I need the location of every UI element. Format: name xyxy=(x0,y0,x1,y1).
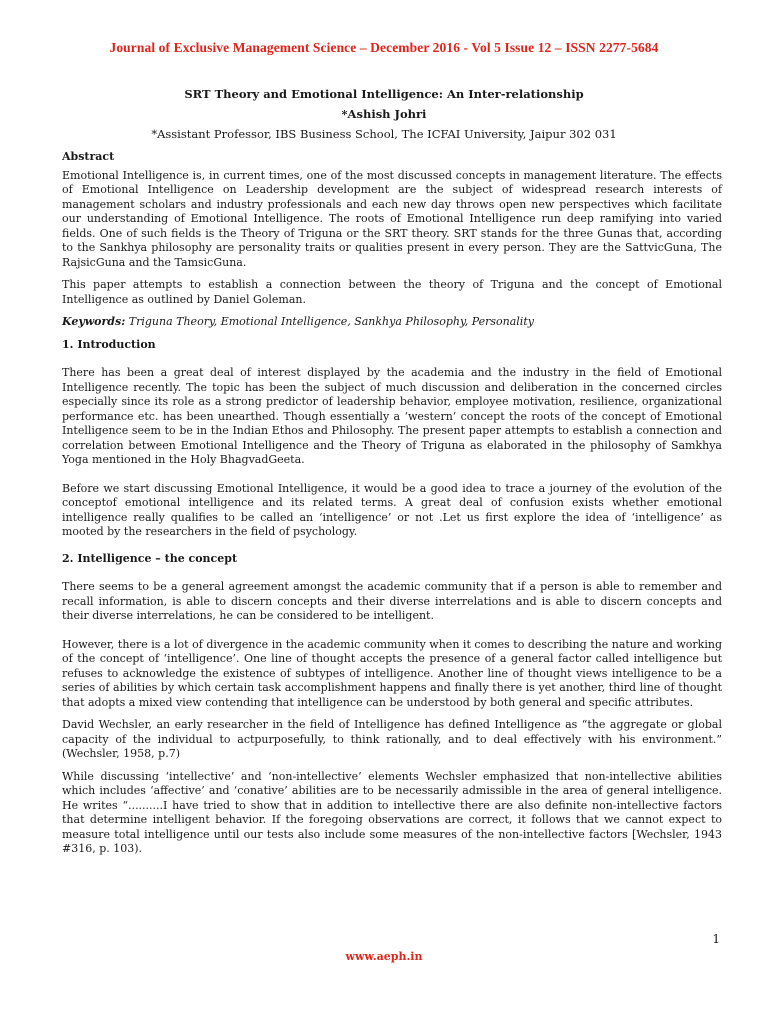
author-affiliation: *Assistant Professor, IBS Business School, The ICFAI University, Jaipur 302 031 xyxy=(151,127,617,141)
abstract-paragraph-2: This paper attempts to establish a connection between the theory of Triguna and the concept of Emotional Intelligence as outlined by Daniel Goleman. xyxy=(62,278,722,306)
abstract-paragraph-1: Emotional Intelligence is, in current times, one of the most discussed concepts in management literature. The effects of Emotional Intelligence on Leadership development are the subject of widespread research interests of management scholars and industry professionals and each new day throws open new perspectives which facilitate our understanding of Emotional Intelligence. The roots of Emotional Intelligence run deep ramifying into varied fields. One of such fields is the Theory of Triguna or the SRT theory. SRT stands for the three Gunas that, according to the Sankhya philosophy are personality traits or qualities present in every person. They are the SattvicGuna, The RajsicGuna and the TamsicGuna. xyxy=(62,168,722,269)
keywords-label: Keywords: xyxy=(62,315,126,328)
intelligence-paragraph-4: While discussing ‘intellective’ and ‘non-intellective’ elements Wechsler emphasized that non-intellective abilities which includes ‘affective’ and ‘conative’ abilities are to be necessarily admissible in the area of general intelligence. He writes “..........I have tried to show that in addition to intellective there are also definite non-intellective factors that determine intelligent behavior. If the foregoing observations are correct, it follows that we cannot expect to measure total intelligence until our tests also include some measures of the non-intellective factors [Wechsler, 1943 #316, p. 103). xyxy=(62,769,722,855)
introduction-heading: 1. Introduction xyxy=(62,337,156,351)
intelligence-paragraph-2: However, there is a lot of divergence in the academic community when it comes to describing the nature and working of the concept of ‘intelligence’. One line of thought accepts the presence of a general factor called intelligence but refuses to acknowledge the existence of subtypes of intelligence. Another line of thought views intelligence to be a series of abilities by which certain task accomplishment happens and finally there is yet another, third line of thought that adopts a mixed view contending that intelligence can be understood by both general and specific attributes. xyxy=(62,637,722,709)
keywords-list: Triguna Theory, Emotional Intelligence, Sankhya Philosophy, Personality xyxy=(125,315,534,328)
paper-body xyxy=(62,150,722,865)
abstract-heading: Abstract xyxy=(62,150,115,163)
introduction-paragraph-1: There has been a great deal of interest displayed by the academia and the industry in the field of Emotional Intelligence recently. The topic has been the subject of much discussion and deliberation in the concerned circles especially since its role as a strong predictor of leadership behavior, employee motivation, resilience, organizational performance etc. has been unearthed. Though essentially a ‘western’ concept the roots of the concept of Emotional Intelligence seem to be in the Indian Ethos and Philosophy. The present paper attempts to establish a connection and correlation between Emotional Intelligence and the Theory of Triguna as elaborated in the philosophy of Samkhya Yoga mentioned in the Holy BhagvadGeeta. xyxy=(62,366,722,466)
intelligence-heading: 2. Intelligence – the concept xyxy=(62,551,238,565)
page-number: 1 xyxy=(712,932,720,946)
introduction-paragraph-2: Before we start discussing Emotional Intelligence, it would be a good idea to trace a journey of the evolution of the conceptof emotional intelligence and its related terms. A great deal of confusion exists whether emotional intelligence really qualifies to be called an ‘intelligence’ or not .Let us first explore the idea of ‘intelligence’ as mooted by the researchers in the field of psychology. xyxy=(62,481,722,538)
footer-url[interactable]: www.aeph.in xyxy=(345,950,423,963)
paper-author: *Ashish Johri xyxy=(341,107,427,121)
paper-title: SRT Theory and Emotional Intelligence: An Inter-relationship xyxy=(184,87,584,101)
intelligence-paragraph-1: There seems to be a general agreement amongst the academic community that if a person is able to remember and recall information, is able to discern concepts and their diverse interrelations and is able to discern concepts and their diverse interrelations, he can be considered to be intelligent. xyxy=(62,580,722,622)
intelligence-paragraph-3: David Wechsler, an early researcher in the field of Intelligence has defined Intelligence as “the aggregate or global capacity of the individual to actpurposefully, to think rationally, and to deal effectively with his environment.” (Wechsler, 1958, p.7) xyxy=(62,718,722,760)
journal-header: Journal of Exclusive Management Science – December 2016 - Vol 5 Issue 12 – ISSN 2277-5684 xyxy=(109,40,659,55)
keywords xyxy=(62,315,722,330)
